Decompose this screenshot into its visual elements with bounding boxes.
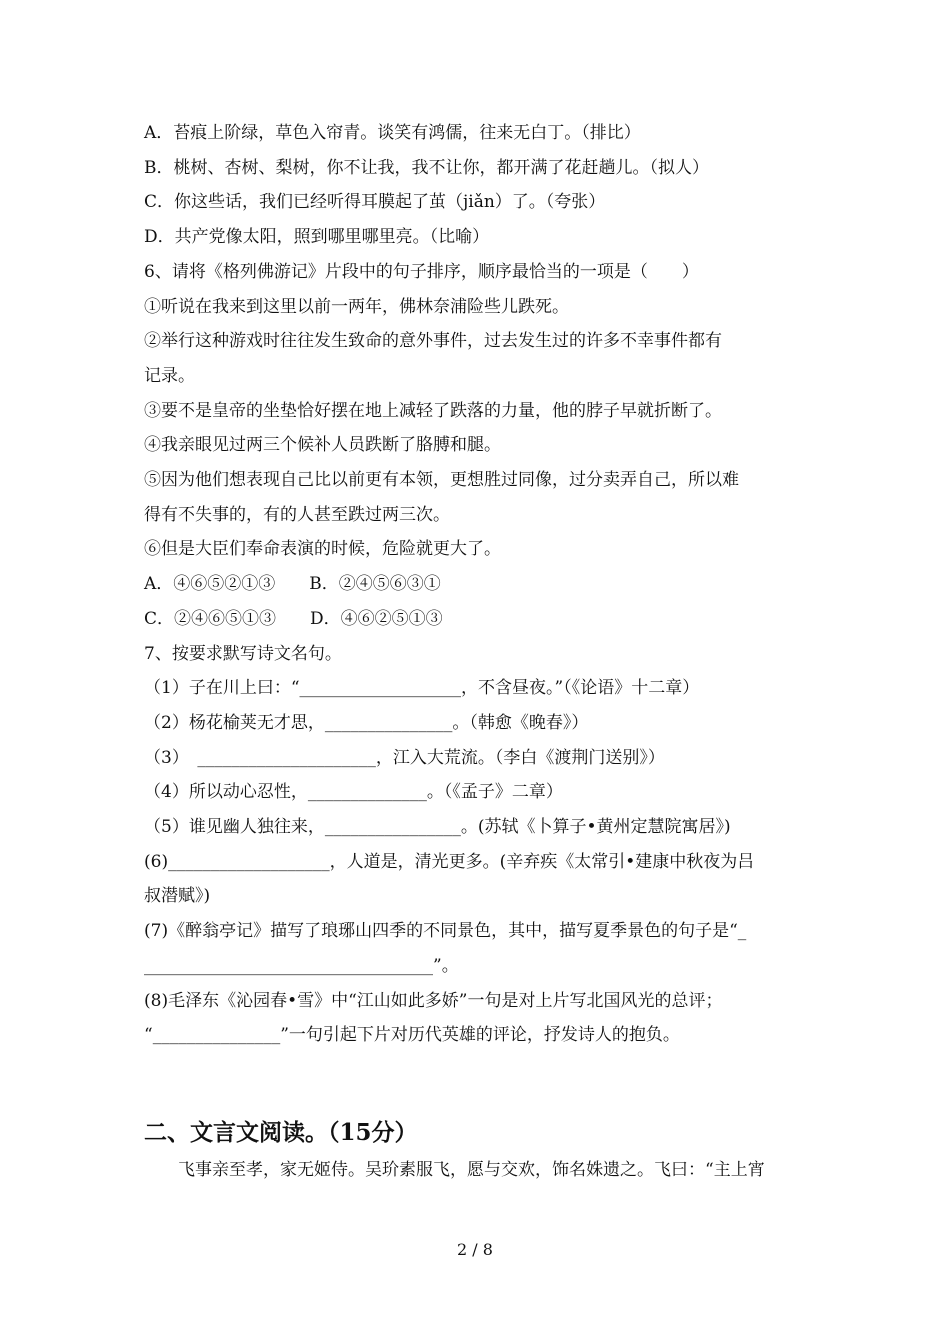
poem-item-8-cont: “_______________”一句引起下片对历代英雄的评论，抒发诗人的抱负。 — [144, 1025, 680, 1046]
poem-item-4: （4）所以动心忍性，______________。（《孟子》二章） — [144, 782, 563, 803]
answer-options-ab: A．④⑥⑤②①③ B．②④⑤⑥③① — [144, 574, 441, 595]
poem-item-6-cont: 叔潜赋》) — [144, 886, 211, 907]
poem-item-7: (7)《醉翁亭记》描写了琅琊山四季的不同景色，其中，描写夏季景色的句子是“_ — [144, 921, 747, 942]
section-title: 二、文言文阅读。（15分） — [144, 1118, 418, 1146]
sentence-5-cont: 得有不失事的，有的人甚至跌过两三次。 — [144, 504, 450, 525]
sentence-1: ①听说在我来到这里以前一两年，佛林奈浦险些儿跌死。 — [144, 296, 569, 317]
sentence-2: ②举行这种游戏时往往发生致命的意外事件，过去发生过的许多不幸事件都有 — [144, 331, 722, 352]
passage-text: 飞事亲至孝，家无姬侍。吴玠素服飞，愿与交欢，饰名姝遗之。飞曰：“主上宵 — [178, 1159, 765, 1180]
sentence-5: ⑤因为他们想表现自己比以前更有本领，更想胜过同像，过分卖弄自己，所以难 — [144, 470, 739, 491]
option-b: B．桃树、杏树、梨树，你不让我，我不让你，都开满了花赶趟儿。（拟人） — [144, 157, 709, 178]
option-a: A．苔痕上阶绿，草色入帘青。谈笑有鸿儒，往来无白丁。（排比） — [144, 123, 641, 143]
section-spacer — [144, 1053, 814, 1105]
question-7: 7、按要求默写诗文名句。 — [144, 643, 342, 664]
page-content — [144, 116, 814, 1188]
sentence-4: ④我亲眼见过两三个候补人员跌断了胳膊和腿。 — [144, 435, 501, 456]
page-number: 2 / 8 — [457, 1240, 493, 1259]
option-d: D．共产党像太阳，照到哪里哪里亮。（比喻） — [144, 227, 490, 248]
poem-item-5: （5）谁见幽人独往来，________________。(苏轼《卜算子•黄州定慧院寓居》) — [144, 817, 731, 838]
answer-options-cd: C．②④⑥⑤①③ D．④⑥②⑤①③ — [144, 608, 443, 629]
poem-item-3: （3） _____________________，江入大荒流。（李白《渡荆门送别》） — [144, 747, 665, 768]
poem-item-1: （1）子在川上曰：“___________________，不含昼夜。”（《论语》十二章） — [144, 678, 700, 699]
option-c: C．你这些话，我们已经听得耳膜起了茧（jiǎn）了。（夸张） — [144, 192, 606, 213]
sentence-2-cont: 记录。 — [144, 365, 195, 386]
poem-item-6: (6)___________________，人道是，清光更多。(辛弃疾《太常引•建康中秋夜为吕 — [144, 851, 755, 872]
question-6: 6、请将《格列佛游记》片段中的句子排序，顺序最恰当的一项是（ ） — [144, 261, 699, 282]
poem-item-8: (8)毛泽东《沁园春•雪》中“江山如此多娇”一句是对上片写北国风光的总评； — [144, 990, 723, 1011]
poem-item-7-cont: __________________________________”。 — [144, 955, 459, 976]
poem-item-2: （2）杨花榆荚无才思，_______________。（韩愈《晚春》） — [144, 712, 589, 733]
sentence-3: ③要不是皇帝的坐垫恰好摆在地上减轻了跌落的力量，他的脖子早就折断了。 — [144, 400, 722, 421]
sentence-6: ⑥但是大臣们奉命表演的时候，危险就更大了。 — [144, 539, 501, 560]
